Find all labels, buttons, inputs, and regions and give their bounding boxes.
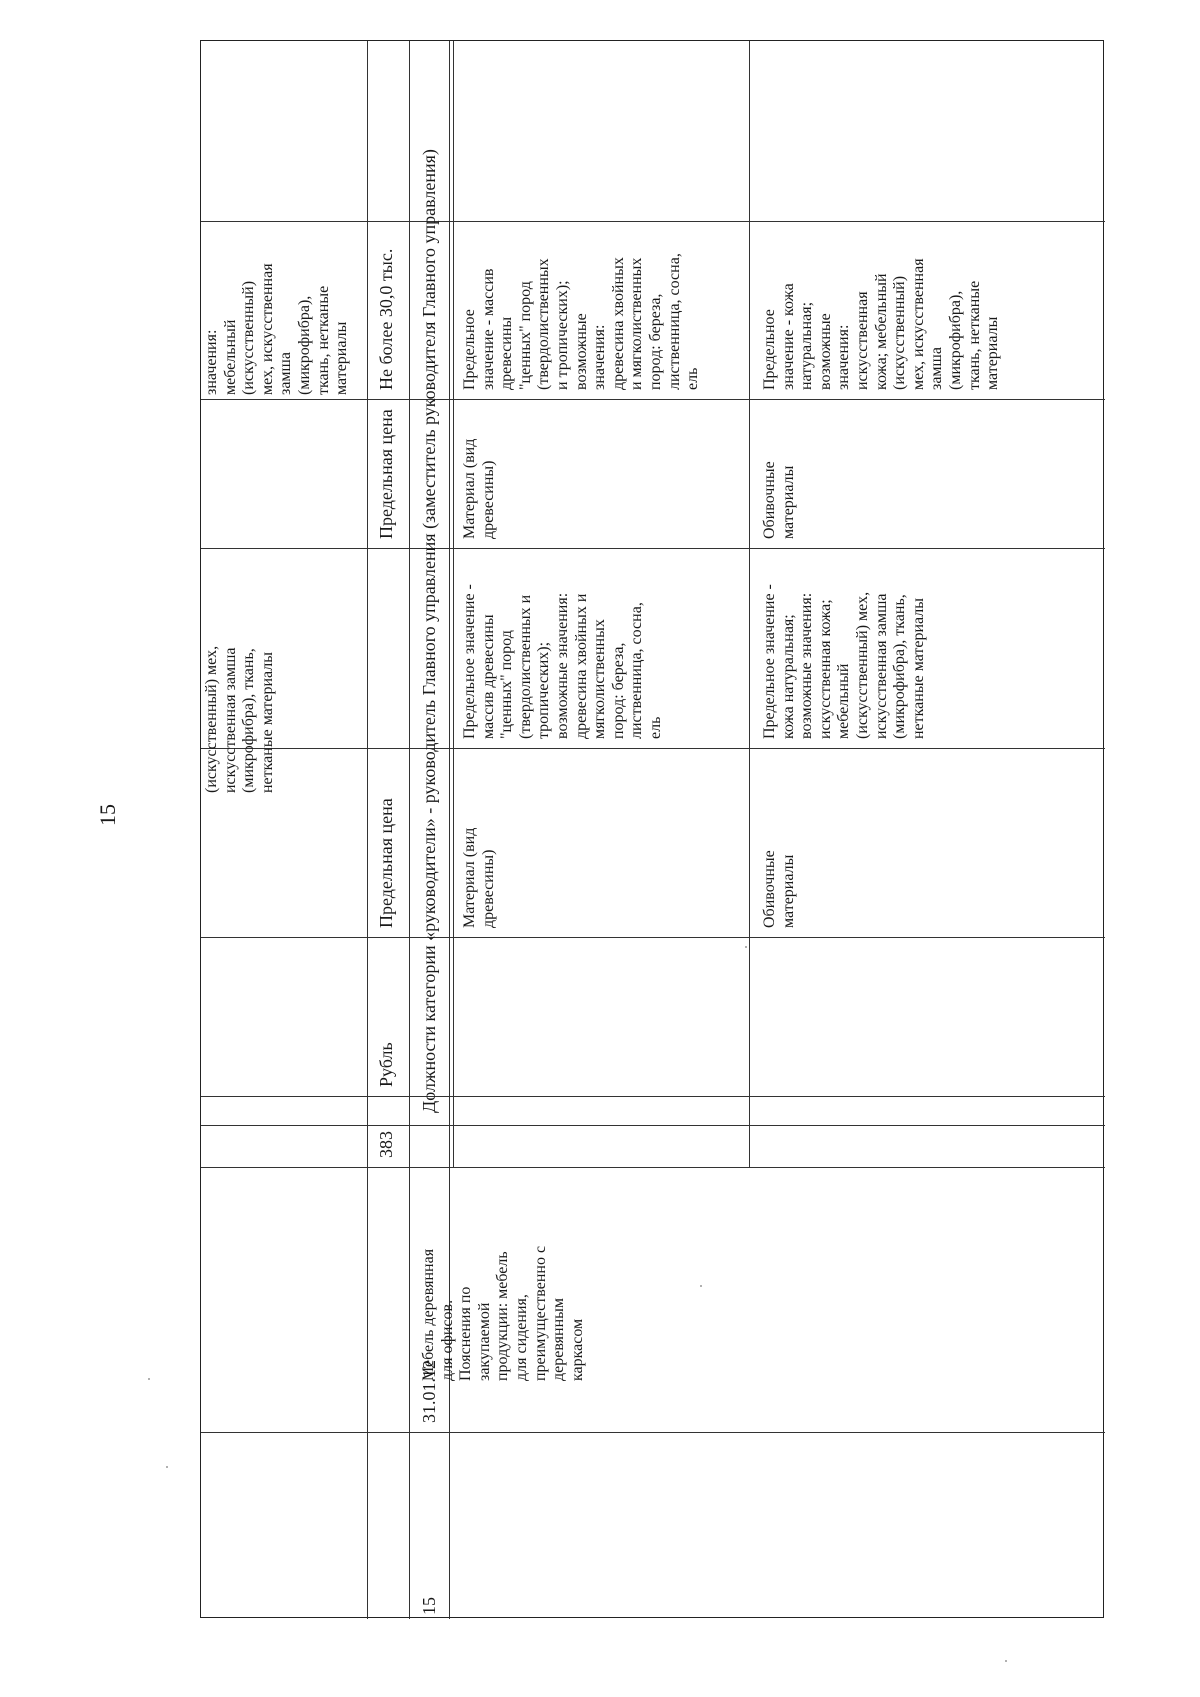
- top-upholstery-col6: [203, 646, 277, 793]
- text-line: Предельное значение -: [461, 584, 478, 739]
- item-name: [420, 1246, 587, 1381]
- grid-line: [201, 1125, 1105, 1126]
- text-line: закупаемой: [475, 1302, 493, 1381]
- text-line: искусственная замша: [872, 593, 890, 739]
- section-header: Должности категории «руководители» - руководитель Главного управления (заместитель руководителя Главного управления): [419, 149, 439, 1113]
- scan-speck: [148, 1378, 150, 1380]
- text-line: возможные: [572, 313, 590, 390]
- text-line: и мягколиственных: [628, 257, 646, 390]
- text-line: значения:: [203, 329, 220, 395]
- text-line: материалы: [984, 316, 1002, 390]
- grid-line: [453, 41, 454, 1167]
- upholstery-label-col5: [761, 850, 798, 928]
- scan-speck: [745, 946, 747, 948]
- text-line: искусственная замша: [221, 647, 239, 793]
- text-line: древесины): [479, 460, 497, 539]
- text-line: древесины): [479, 849, 497, 928]
- text-line: (микрофибра), ткань,: [891, 594, 909, 739]
- upholstery-label-col8: [761, 461, 798, 539]
- text-line: искусственная кожа;: [816, 599, 834, 739]
- text-line: возможные: [816, 313, 834, 390]
- text-line: (искусственный): [240, 280, 258, 395]
- wood-value-col6: [461, 584, 666, 739]
- text-line: мебельный: [221, 319, 239, 395]
- text-line: ель: [684, 367, 702, 390]
- text-line: для офисов.: [438, 1299, 456, 1381]
- text-line: "ценных" пород: [498, 630, 516, 739]
- text-line: (искусственный): [891, 275, 909, 390]
- text-line: возможные значения:: [553, 592, 571, 739]
- text-line: и тропических);: [553, 280, 571, 390]
- text-line: ткань, нетканые: [965, 280, 983, 390]
- requirements-table: [200, 40, 1104, 1618]
- text-line: мягколиственных: [591, 619, 609, 739]
- text-line: (твердолиственных и: [516, 594, 534, 739]
- text-line: продукции: мебель: [494, 1251, 512, 1381]
- text-line: пород: береза,: [646, 293, 664, 390]
- text-line: значения:: [835, 324, 853, 390]
- text-line: Предельное: [461, 309, 478, 390]
- text-line: натуральная;: [798, 301, 816, 390]
- text-line: материалы: [333, 321, 351, 395]
- scan-speck: [1005, 1660, 1007, 1662]
- item-number: 15: [419, 1597, 439, 1615]
- upholstery-value-col6: [761, 584, 928, 739]
- unit-name: Рубль: [376, 1042, 396, 1087]
- text-line: нетканые материалы: [258, 651, 276, 793]
- grid-line: [201, 937, 1105, 938]
- text-line: ель: [646, 716, 664, 739]
- wood-label-col5: [461, 828, 498, 928]
- price-label-col5: Предельная цена: [376, 798, 396, 928]
- text-line: лиственница, сосна,: [628, 602, 646, 739]
- text-line: (микрофибра),: [295, 295, 313, 395]
- text-line: для сидения,: [512, 1294, 530, 1381]
- text-line: Пояснения по: [457, 1286, 475, 1381]
- text-line: нетканые материалы: [909, 597, 927, 739]
- text-line: тропических);: [535, 641, 553, 739]
- grid-line: [409, 41, 410, 1619]
- text-line: замша: [928, 347, 946, 390]
- top-upholstery-col9: [203, 263, 352, 395]
- grid-line: [449, 41, 450, 1619]
- text-line: значения:: [591, 324, 609, 390]
- text-line: материалы: [779, 854, 797, 928]
- text-line: "ценных" пород: [516, 281, 534, 390]
- text-line: (искусственный) мех,: [203, 645, 220, 793]
- text-line: Материал (вид: [461, 438, 478, 539]
- text-line: кожа; мебельный: [872, 273, 890, 390]
- text-line: значение - кожа: [779, 283, 797, 390]
- text-line: (искусственный) мех,: [853, 591, 871, 739]
- okei-code: 383: [376, 1131, 396, 1158]
- scan-speck: [166, 1466, 168, 1468]
- text-line: материалы: [779, 465, 797, 539]
- text-line: Материал (вид: [461, 827, 478, 928]
- text-line: преимущественно с: [531, 1245, 549, 1381]
- grid-line: [201, 221, 1105, 222]
- text-line: пород: береза,: [609, 642, 627, 739]
- text-line: мех, искусственная: [258, 263, 276, 395]
- text-line: Предельное: [761, 309, 778, 390]
- text-line: искусственная: [853, 291, 871, 390]
- text-line: каркасом: [568, 1318, 586, 1381]
- text-line: замша: [277, 352, 295, 395]
- grid-line: [201, 1432, 1105, 1433]
- okpd-code: 31.01.12: [419, 1360, 439, 1423]
- text-line: возможные значения:: [798, 592, 816, 739]
- text-line: древесина хвойных и: [572, 593, 590, 739]
- text-line: (микрофибра), ткань,: [240, 648, 258, 793]
- text-line: Предельное значение -: [761, 584, 778, 739]
- text-line: массив древесины: [479, 614, 497, 739]
- text-line: Мебель деревянная: [420, 1248, 437, 1381]
- text-line: древесины: [498, 316, 516, 390]
- text-line: (твердолиственных: [535, 258, 553, 390]
- grid-line: [201, 1096, 1105, 1097]
- text-line: мех, искусственная: [909, 258, 927, 390]
- upholstery-value-col9: [761, 258, 1003, 390]
- text-line: деревянным: [550, 1297, 568, 1381]
- text-line: значение - массив: [479, 268, 497, 390]
- grid-line: [201, 548, 1105, 549]
- text-line: древесина хвойных: [609, 257, 627, 390]
- text-line: Обивочные: [761, 461, 778, 539]
- text-line: кожа натуральная;: [779, 614, 797, 739]
- grid-line: [367, 41, 368, 1619]
- grid-line: [749, 41, 750, 1167]
- text-line: мебельный: [835, 663, 853, 739]
- text-line: (микрофибра),: [946, 290, 964, 390]
- text-line: Обивочные: [761, 850, 778, 928]
- grid-line: [201, 1167, 1105, 1168]
- grid-line: [201, 748, 1105, 749]
- wood-label-col8: [461, 439, 498, 539]
- text-line: лиственница, сосна,: [665, 253, 683, 390]
- page-number: 15: [95, 804, 120, 826]
- text-line: ткань, нетканые: [314, 285, 332, 395]
- grid-line: [201, 399, 1105, 400]
- price-value-col9: Не более 30,0 тыс.: [376, 248, 396, 390]
- wood-value-col9: [461, 253, 703, 390]
- scan-speck: [700, 1285, 702, 1287]
- price-label-col8: Предельная цена: [376, 409, 396, 539]
